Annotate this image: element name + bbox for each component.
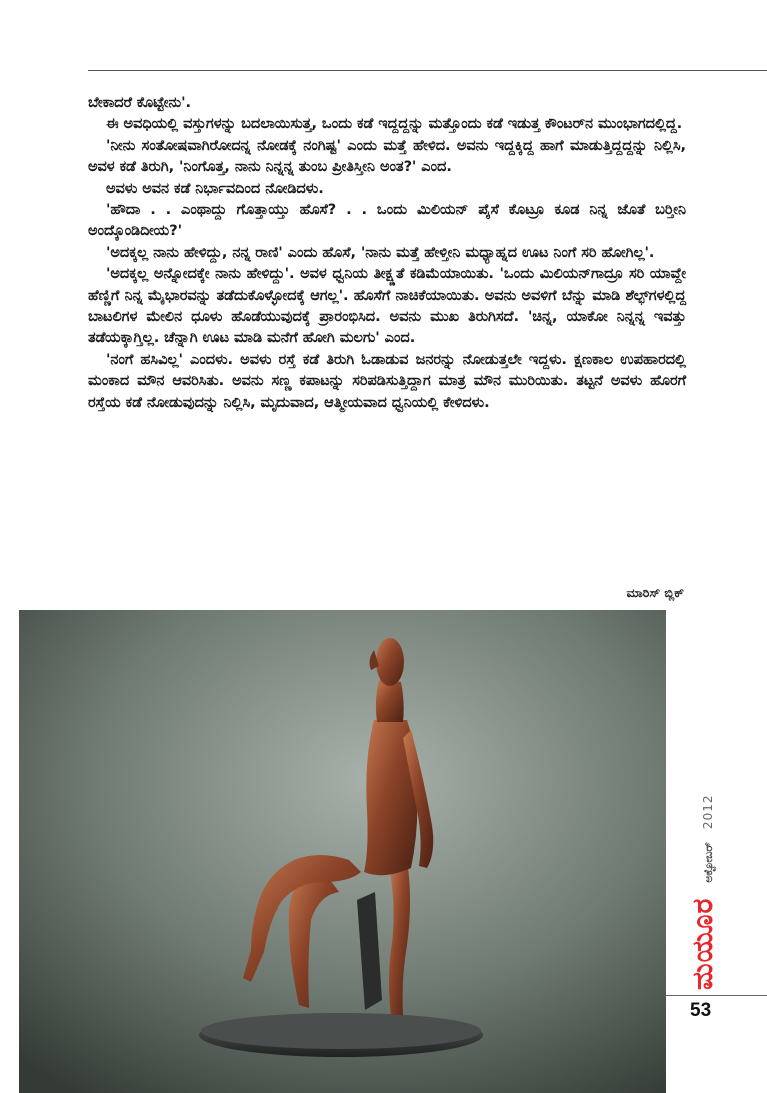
paragraph-7: 'ಅದಕ್ಕಲ್ಲ ಅನ್ನೋದಕ್ಕೇ ನಾನು ಹೇಳಿದ್ದು'. ಅವಳ ಧ್ವನಿಯ ತೀಕ್ಷ್ಣತೆ ಕಡಿಮೆಯಾಯಿತು. 'ಒಂದು ಮಿಲಿಯನ್‌ಗಾದ್ರೂ ಸರಿ ಯಾವ್ದೇ ಹೆಣ್ಣಿಗೆ ನಿನ್ನ ಮೈಭಾರವನ್ನು ತಡೆದುಕೊಳ್ಳೋದಕ್ಕೆ ಆಗಲ್ಲ'. ಹೊಸೆಗೆ ನಾಚಿಕೆಯಾಯಿತು. ಅವನು ಅವಳಿಗೆ ಬೆನ್ನು ಮಾಡಿ ಶೆಲ್ಫ್‌ಗಳಲ್ಲಿದ್ದ ಬಾಟಲಿಗಳ ಮೇಲಿನ ಧೂಳು ಹೊಡೆಯುವುದಕ್ಕೆ ಪ್ರಾರಂಭಿಸಿದ. ಅವನು ಮುಖ ತಿರುಗಿಸದೆ. 'ಚಿನ್ನ, ಯಾಕೋ ನಿನ್ನನ್ನ ಇವತ್ತು ತಡೆಯಕ್ಕಾಗ್ತಿಲ್ಲ. ಚೆನ್ನಾಗಿ ಊಟ ಮಾಡಿ ಮನೆಗೆ ಹೋಗಿ ಮಲಗು' ಎಂದ. (88, 265, 686, 347)
footer-rule (666, 995, 767, 996)
paragraph-6: 'ಅದಕ್ಕಲ್ಲ ನಾನು ಹೇಳಿದ್ದು, ನನ್ನ ರಾಣಿ' ಎಂದು ಹೊಸೆ, 'ನಾನು ಮತ್ತೆ ಹೇಳ್ತೀನಿ ಮಧ್ಯಾಹ್ನದ ಊಟ ನಿಂಗೆ ಸರಿ ಹೋಗಿಲ್ಲ'. (106, 243, 655, 261)
magazine-logo: ಮಯೂರ (686, 897, 719, 990)
page-number: 53 (690, 1000, 712, 1021)
magazine-masthead (686, 770, 724, 990)
paragraph-1: ಬೇಕಾದರೆ ಕೊಟ್ಟೇನು'. (88, 94, 191, 111)
author-byline: ಮಾರಿಸ್ ಬ್ಲಿಕ್ (626, 585, 684, 600)
masthead-rotated (686, 795, 720, 990)
issue-month: ಅಕ್ಟೋಬರ್ (702, 842, 715, 883)
article-body (88, 92, 686, 413)
issue-year: 2012 (701, 794, 715, 830)
paragraph-4: ಅವಳು ಅವನ ಕಡೆ ನಿರ್ಭಾವದಿಂದ ನೋಡಿದಳು. (106, 179, 324, 197)
paragraph-3: 'ನೀನು ಸಂತೋಷವಾಗಿರೋದನ್ನ ನೋಡಕ್ಕೆ ನಂಗಿಷ್ಟ' ಎಂದು ಮತ್ತೆ ಹೇಳಿದ. ಅವನು ಇದ್ದಕ್ಕಿದ್ದ ಹಾಗೆ ಮಾಡುತ್ತಿದ್ದದ್ದನ್ನು ನಿಲ್ಲಿಸಿ, ಅವಳ ಕಡೆ ತಿರುಗಿ, 'ನಿಂಗೊತ್ತ, ನಾನು ನಿನ್ನನ್ನ ತುಂಬ ಪ್ರೀತಿಸ್ತೀನಿ ಅಂತ?' ಎಂದ. (88, 136, 686, 176)
paragraph-8: 'ನಂಗೆ ಹಸಿವಿಲ್ಲ' ಎಂದಳು. ಅವಳು ರಸ್ತೆ ಕಡೆ ತಿರುಗಿ ಓಡಾಡುವ ಜನರನ್ನು ನೋಡುತ್ತಲೇ ಇದ್ದಳು. ಕ್ಷಣಕಾಲ ಉಪಹಾರದಲ್ಲಿ ಮಂಕಾದ ಮೌನ ಆವರಿಸಿತು. ಅವನು ಸಣ್ಣ ಕಪಾಟನ್ನು ಸರಿಪಡಿಸುತ್ತಿದ್ದಾಗ ಮಾತ್ರ ಮೌನ ಮುರಿಯಿತು. ತಟ್ಟನೆ ಅವಳು ಹೊರಗೆ ರಸ್ತೆಯ ಕಡೆ ನೋಡುವುದನ್ನು ನಿಲ್ಲಿಸಿ, ಮೃದುವಾದ, ಆತ್ಮೀಯವಾದ ಧ್ವನಿಯಲ್ಲಿ ಕೇಳಿದಳು. (88, 350, 686, 411)
bronze-sculpture-image (19, 610, 666, 1093)
header-rule (88, 70, 767, 71)
paragraph-5: 'ಹೌದಾ . . ಎಂಥಾದ್ದು ಗೊತ್ತಾಯ್ತು ಹೊಸೆ? . . ಒಂದು ಮಿಲಿಯನ್ ಪೈಸೆ ಕೊಟ್ರೂ ಕೂಡ ನಿನ್ನ ಜೊತೆ ಬರ್‍ತೀನಿ ಅಂದ್ಕೊಂಡಿದೀಯ?' (88, 201, 686, 240)
paragraph-2: ಈ ಅವಧಿಯಲ್ಲಿ ವಸ್ತುಗಳನ್ನು ಬದಲಾಯಿಸುತ್ತ, ಒಂದು ಕಡೆ ಇದ್ದದ್ದನ್ನು ಮತ್ತೊಂದು ಕಡೆ ಇಡುತ್ತ ಕೌಂಟರ್‌ನ ಮುಂಭಾಗದಲ್ಲಿದ್ದ. (106, 115, 683, 133)
sculpture-photo (19, 610, 666, 1093)
